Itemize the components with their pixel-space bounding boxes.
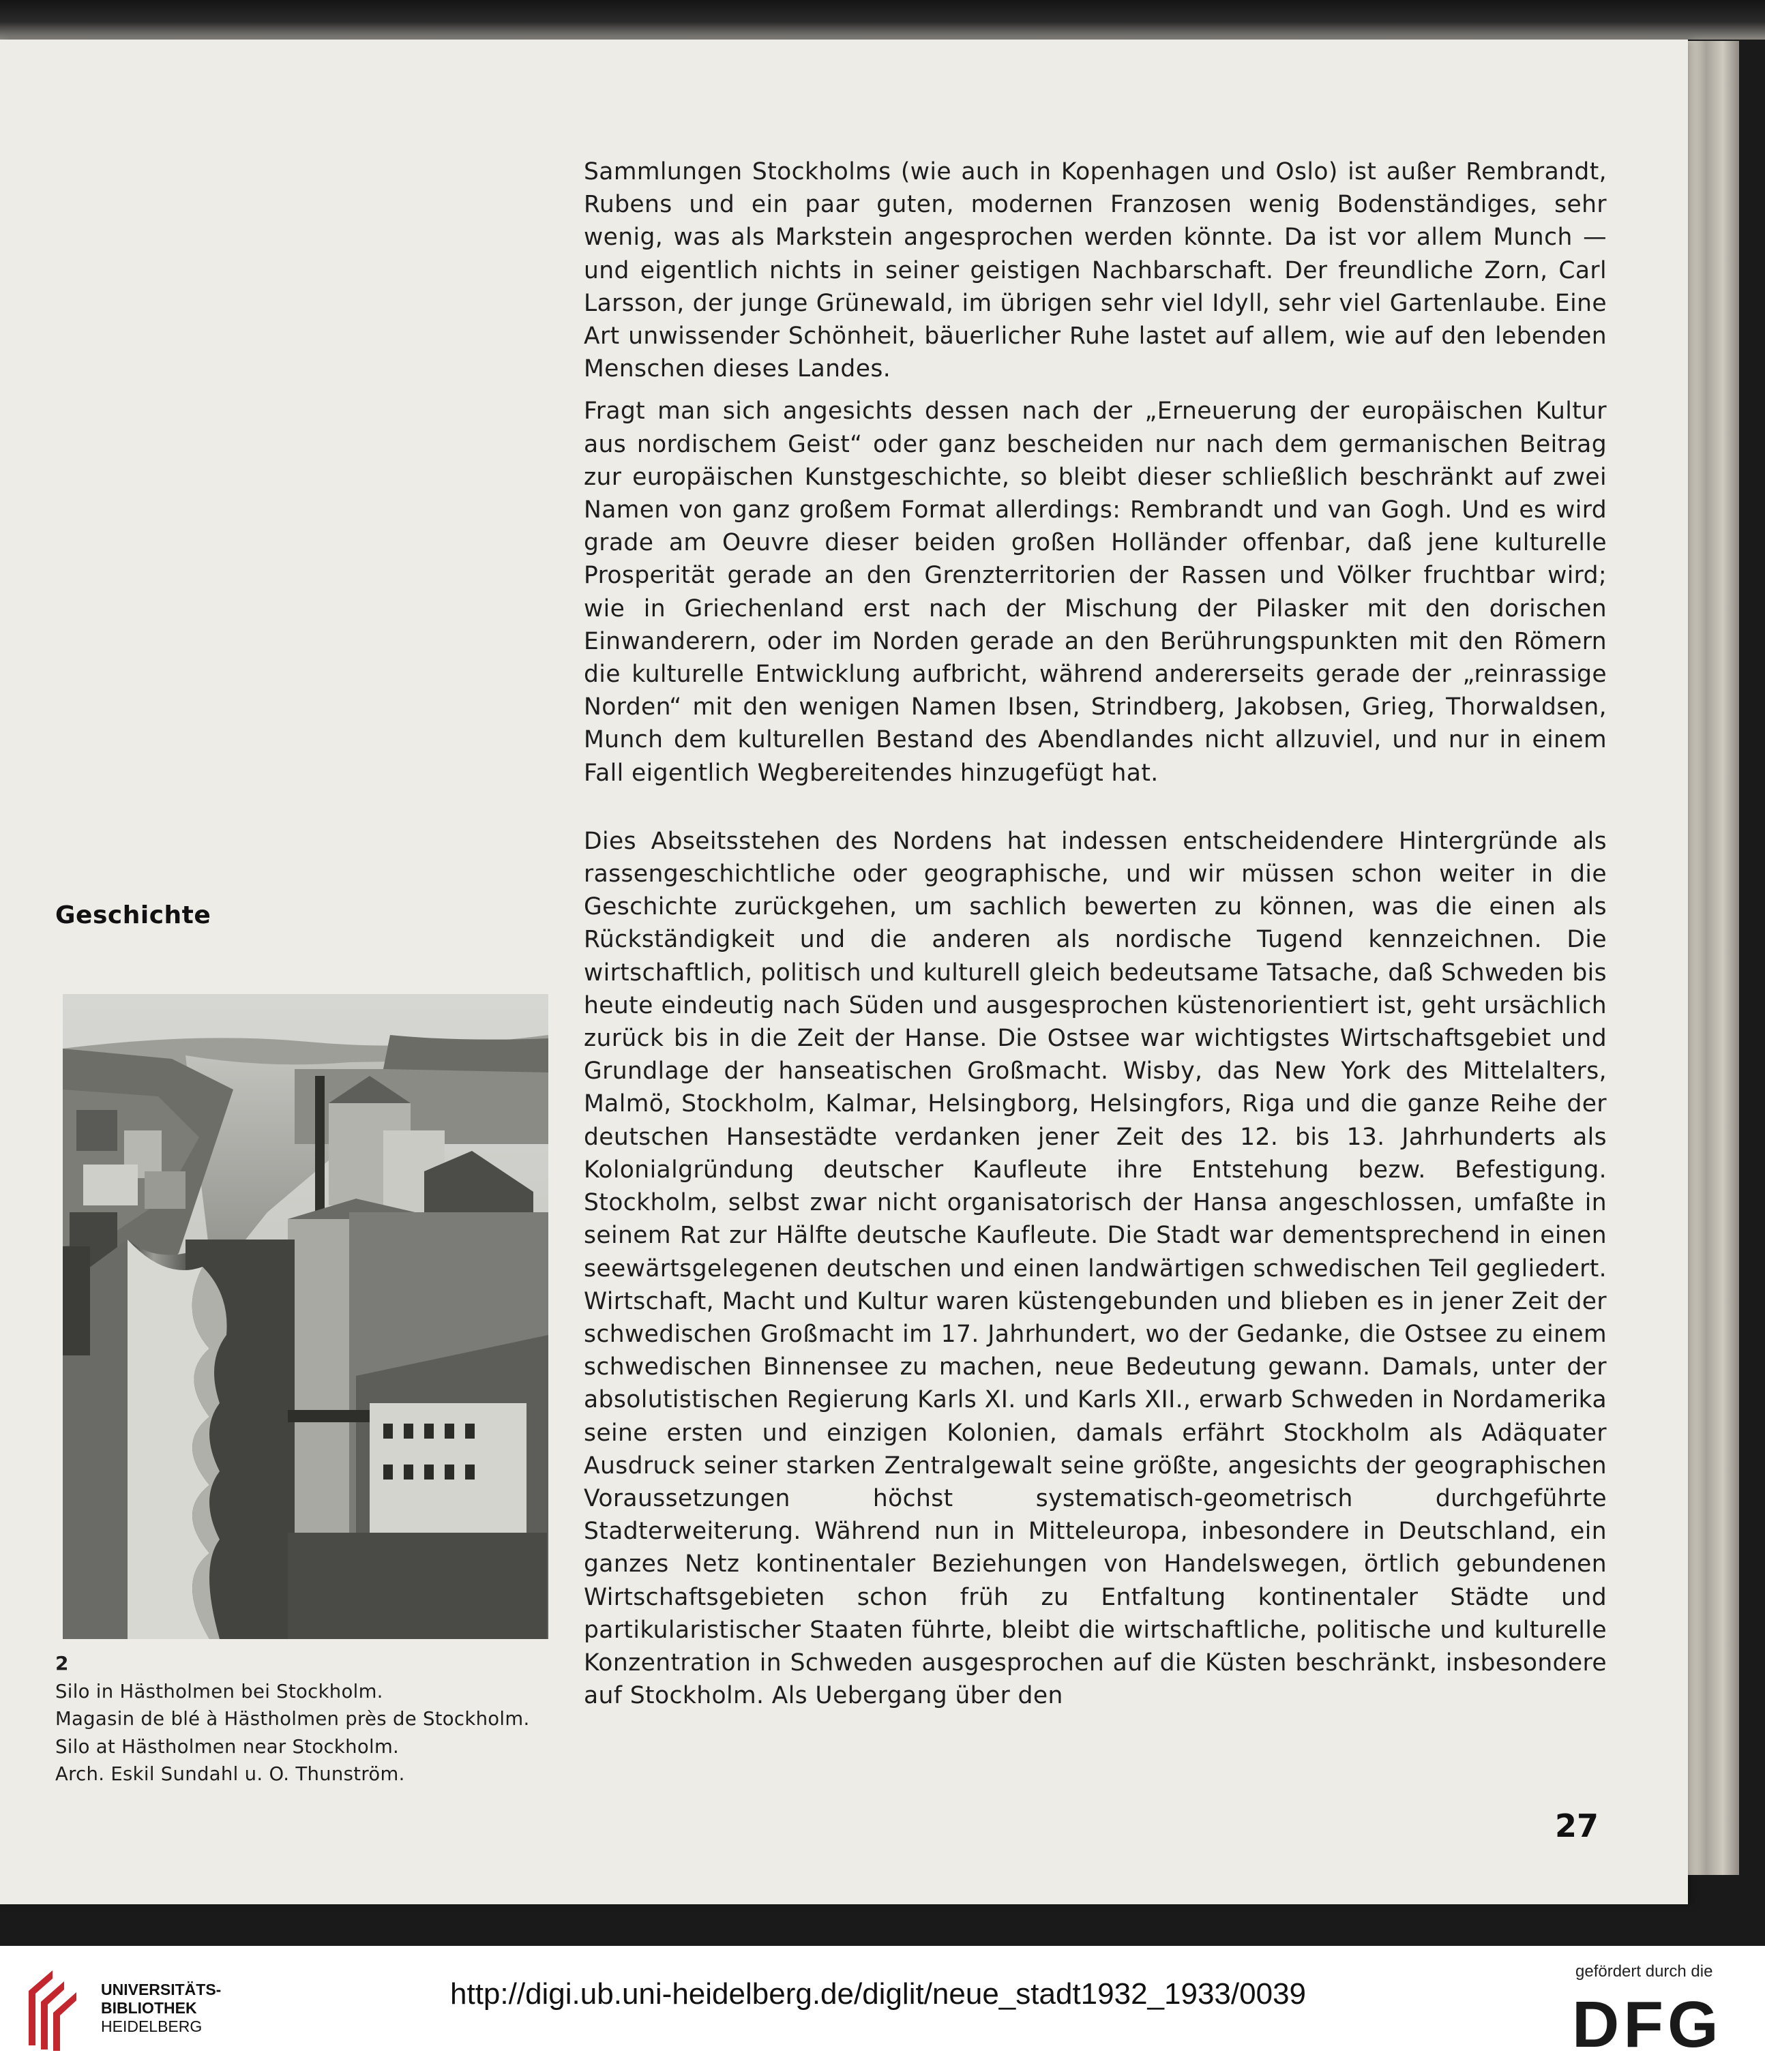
- caption-line-architects: Arch. Eskil Sundahl u. O. Thunström.: [55, 1763, 405, 1785]
- body-text-column: [584, 155, 1607, 1712]
- photo-caption: [55, 1650, 546, 1788]
- caption-line-english: Silo at Hästholmen near Stockholm.: [55, 1735, 400, 1758]
- scan-top-strip: [0, 0, 1765, 40]
- body-paragraph: Dies Abseitsstehen des Nordens hat indessen entscheidendere Hintergründe als rassengeschichtliche oder geographische, und wir müssen schon weiter in die Geschichte zurückgehen, um sachlich bewerten zu können, was die einen als Rückständigkeit und die anderen als nordische Tugend kennzeichnen. Die wirtschaftlich, politisch und kulturell gleich bedeutsame Tatsache, daß Schweden bis heute eindeutig nach Süden und ausgesprochen küstenorientiert ist, geht ursächlich zurück bis in die Zeit der Hanse. Die Ostsee war wichtigstes Wirtschaftsgebiet und Grundlage der hanseatischen Großmacht. Wisby, das New York des Mittelalters, Malmö, Stockholm, Kalmar, Helsingborg, Helsingfors, Riga und die ganze Reihe der deutschen Hansestädte verdanken jener Zeit des 12. bis 13. Jahrhunderts als Kolonialgründung deutscher Kaufleute ihre Entstehung bezw. Befestigung. Stockholm, selbst zwar nicht organisatorisch der Hansa angeschlossen, umfaßte in seinem Rat zur Hälfte deutsche Kaufleute. Die Stadt war dementsprechend in einen seewärtsgelegenen deutschen und einen landwärtigen schwedischen Teil gegliedert. Wirtschaft, Macht und Kultur waren küstengebunden und blieben es in jener Zeit der schwedischen Großmacht im 17. Jahrhundert, wo der Gedanke, die Ostsee zu einem schwedischen Binnensee zu machen, neue Bedeutung gewann. Damals, unter der absolutistischen Regierung Karls XI. und Karls XII., erwarb Schweden in Nordamerika seine ersten und einzigen Kolonien, damals erfährt Stockholm als Adäquater Ausdruck seiner starken Zentralgewalt seine größte, angesichts der geographischen Voraussetzungen höchst systematisch-geometrisch durchgeführte Stadterweiterung. Während nun in Mitteleuropa, inbesondere in Deutschland, ein ganzes Netz kontinentaler Beziehungen von Handelswegen, örtlich gebundenen Wirtschaftsgebieten schon früh zu Entfaltung kontinentaler Städte und partikularistischer Staaten führte, bleibt die wirtschaftliche, politische und kulturelle Konzentration in Schweden ausgesprochen auf die Küsten beschränkt, insbesondere auf Stockholm. Als Uebergang über den: [584, 827, 1607, 1710]
- body-paragraph: Sammlungen Stockholms (wie auch in Kopenhagen und Oslo) ist außer Rembrandt, Rubens und ein paar guten, modernen Franzosen wenig Bodenständiges, sehr wenig, was als Markstein angesprochen werden könnte. Da ist vor allem Munch — und eigentlich nichts in seiner geistigen Nachbarschaft. Der freundliche Zorn, Carl Larsson, der junge Grünewald, im übrigen sehr viel Idyll, sehr viel Gartenlaube. Eine Art unwissender Schönheit, bäuerlicher Ruhe lastet auf allem, wie auf den lebenden Menschen dieses Landes.: [584, 158, 1607, 383]
- book-page: [0, 40, 1688, 1904]
- university-library-logo-icon: [22, 1964, 90, 2052]
- funded-by-label: gefördert durch die: [1575, 1962, 1713, 1981]
- caption-line-french: Magasin de blé à Hästholmen près de Stockholm.: [55, 1708, 530, 1730]
- permalink-url[interactable]: http://digi.ub.uni-heidelberg.de/diglit/neue_stadt1932_1933/0039: [450, 1977, 1307, 2011]
- page-number: 27: [1555, 1807, 1599, 1844]
- university-library-name[interactable]: [101, 1981, 221, 2036]
- library-name-line: HEIDELBERG: [101, 2017, 203, 2035]
- section-heading: Geschichte: [55, 901, 211, 929]
- silo-photograph: [63, 994, 548, 1639]
- library-name-line: BIBLIOTHEK: [101, 1999, 197, 2017]
- caption-number: 2: [55, 1652, 69, 1675]
- dfg-logo[interactable]: DFG: [1572, 1988, 1723, 2061]
- caption-line-german: Silo in Hästholmen bei Stockholm.: [55, 1680, 383, 1702]
- body-paragraph: Fragt man sich angesichts dessen nach der „Erneuerung der europäischen Kultur aus nordischem Geist“ oder ganz bescheiden nur nach dem germanischen Beitrag zur europäischen Kunstgeschichte, so bleibt dieser schließlich beschränkt auf zwei Namen von ganz großem Format allerdings: Rembrandt und van Gogh. Und es wird grade am Oeuvre dieser beiden großen Holländer offenbar, daß jene kulturelle Prosperität gerade an den Grenzterritorien der Rassen und Völker fruchtbar wird; wie in Griechenland erst nach der Mischung der Pilasker mit den dorischen Einwanderern, oder im Norden gerade an den Berührungspunkten mit den Römern die kulturelle Entwicklung aufbricht, während andererseits gerade der „reinrassige Norden“ mit den wenigen Namen Ibsen, Strindberg, Jakobsen, Grieg, Thorwaldsen, Munch dem kulturellen Bestand des Abendlandes nicht allzuviel, und nur in einem Fall eigentlich Wegbereitendes hinzugefügt hat.: [584, 397, 1607, 787]
- library-name-line: UNIVERSITÄTS-: [101, 1981, 222, 1998]
